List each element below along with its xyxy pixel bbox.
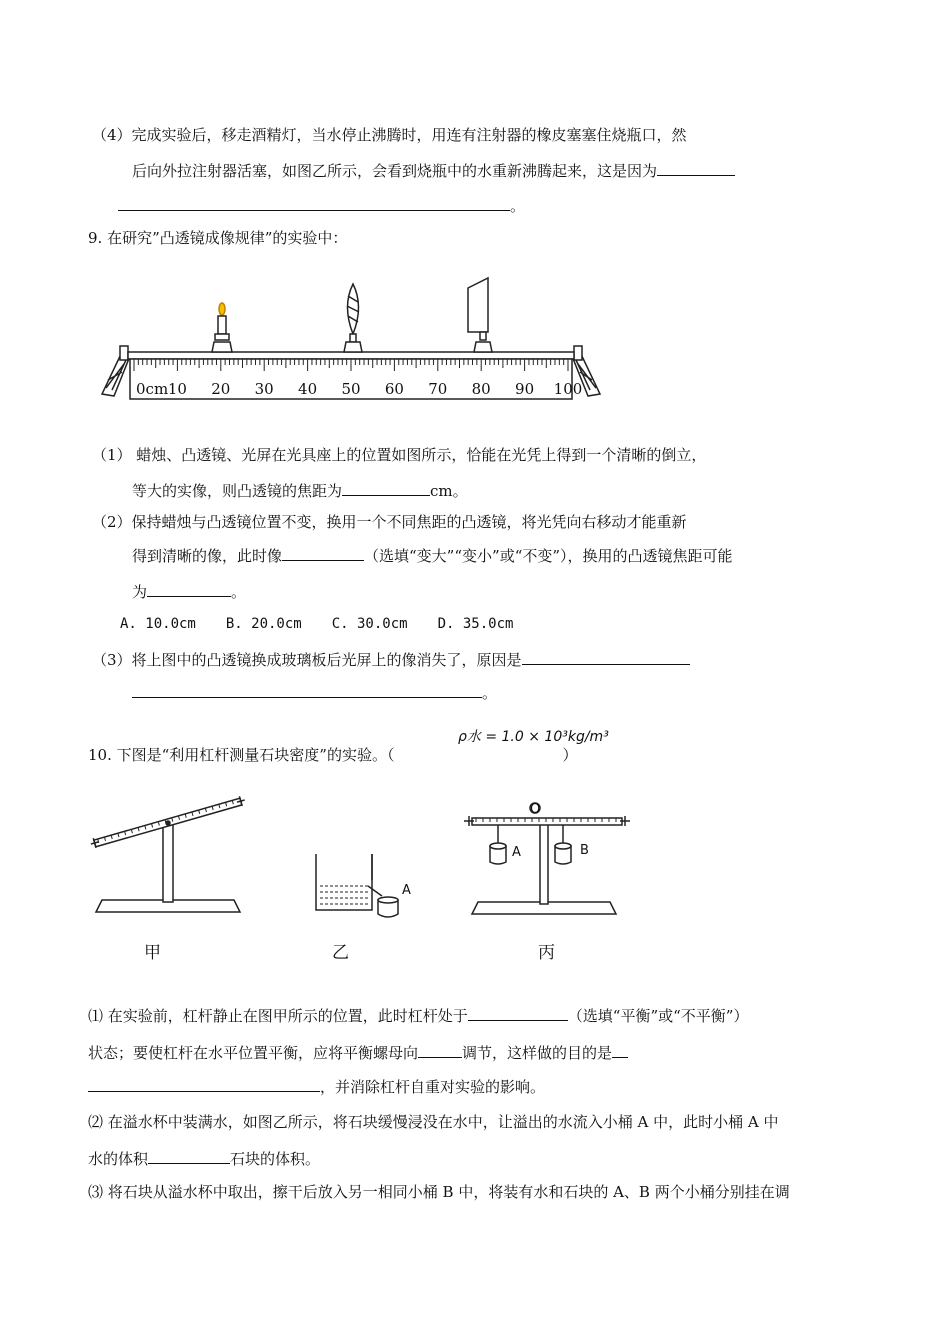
- left-leg: [102, 346, 130, 396]
- ruler-label: 0cm: [136, 380, 169, 398]
- light-screen: [468, 278, 492, 352]
- option-a[interactable]: A. 10.0cm: [120, 616, 196, 632]
- answer-blank[interactable]: [118, 195, 510, 211]
- focal-choice-blank[interactable]: [147, 581, 231, 597]
- ruler-label: 80: [471, 380, 491, 398]
- q8-p4-line1: （4）完成实验后，移走酒精灯，当水停止沸腾时，用连有注射器的橡皮塞塞住烧瓶口，然: [92, 126, 687, 144]
- caption-yi: 乙: [332, 943, 349, 963]
- ruler-label: 60: [384, 380, 404, 398]
- ruler-label: 10: [167, 380, 187, 398]
- image-size-blank[interactable]: [282, 545, 364, 561]
- label-o: O: [530, 802, 541, 817]
- q10-title: 10. 下图是“利用杠杆测量石块密度”的实验。（ ）: [88, 746, 578, 764]
- answer-blank[interactable]: [132, 682, 482, 698]
- ruler-label: 90: [515, 380, 535, 398]
- candle: [212, 303, 232, 352]
- label-a-yi: A: [402, 883, 411, 898]
- density-formula: ρ水 = 1.0 × 10³kg/m³: [458, 729, 609, 745]
- q10-p1-line2: 状态；要使杠杆在水平位置平衡，应将平衡螺母向 调节，这样做的目的是: [88, 1042, 628, 1063]
- q8-p4-line3: 。: [118, 195, 525, 216]
- q9-p1-line2: 等大的实像，则凸透镜的焦距为 cm。: [132, 482, 468, 500]
- bench-rail: [128, 352, 574, 359]
- q9-title: 9. 在研究”凸透镜成像规律”的实验中：: [88, 229, 348, 247]
- q9-p2-line1: （2）保持蜡烛与凸透镜位置不变，换用一个不同焦距的凸透镜，将光凭向右移动才能重新: [92, 513, 687, 531]
- figure-bing: [464, 803, 630, 914]
- lever-figures: [80, 790, 640, 930]
- volume-compare-blank[interactable]: [148, 1148, 230, 1164]
- q10-p2-line2: 水的体积 石块的体积。: [88, 1150, 321, 1168]
- ruler-label: 70: [428, 380, 448, 398]
- label-b-bing: B: [580, 843, 589, 858]
- option-b[interactable]: B. 20.0cm: [225, 616, 302, 632]
- q10-p1-line3: ，并消除杠杆自重对实验的影响。: [88, 1076, 545, 1097]
- q10-p2-line1: ⑵ 在溢水杯中装满水，如图乙所示，将石块缓慢浸没在水中，让溢出的水流入小桶 A 中，此时小桶 A 中: [88, 1113, 779, 1131]
- q10-p3-line1: ⑶ 将石块从溢水杯中取出，擦干后放入另一相同小桶 B 中，将装有水和石块的 A、B 两个小桶分别挂在调: [88, 1183, 790, 1201]
- caption-bing: 丙: [538, 943, 555, 963]
- answer-blank[interactable]: [657, 160, 735, 176]
- figure-yi: [316, 854, 398, 917]
- q9-p1-line1: （1） 蜡烛、凸透镜、光屏在光具座上的位置如图所示，恰能在光凭上得到一个清晰的倒立，: [92, 446, 707, 464]
- ruler-label: 50: [341, 380, 361, 398]
- option-d[interactable]: D. 35.0cm: [437, 616, 514, 632]
- q10-p1-line1: ⑴ 在实验前，杠杆静止在图甲所示的位置，此时杠杆处于 （选填“平衡”或“不平衡”）: [88, 1007, 749, 1025]
- ruler-label: 30: [254, 380, 274, 398]
- q9-p3-line1: （3）将上图中的凸透镜换成玻璃板后光屏上的像消失了，原因是: [92, 649, 690, 670]
- ruler-label: 40: [298, 380, 318, 398]
- ruler-label: 20: [211, 380, 231, 398]
- purpose-blank[interactable]: [88, 1076, 320, 1092]
- answer-blank[interactable]: [522, 649, 690, 665]
- q9-p3-line2: 。: [132, 682, 497, 703]
- q8-p4-line2: 后向外拉注射器活塞，如图乙所示，会看到烧瓶中的水重新沸腾起来，这是因为: [132, 160, 735, 181]
- nut-direction-blank[interactable]: [418, 1042, 462, 1058]
- option-c[interactable]: C. 30.0cm: [331, 616, 408, 632]
- optical-bench-figure: [96, 276, 612, 406]
- caption-jia: 甲: [144, 943, 161, 963]
- q9-options: [120, 614, 513, 634]
- focal-length-blank[interactable]: [342, 480, 430, 496]
- answer-blank[interactable]: [612, 1042, 628, 1058]
- figure-jia: [89, 795, 246, 912]
- q9-p2-line3: 为 。: [132, 583, 247, 601]
- convex-lens: [344, 284, 362, 352]
- ruler-label: 100: [553, 380, 583, 398]
- balance-state-blank[interactable]: [468, 1005, 568, 1021]
- label-a-bing: A: [512, 845, 521, 860]
- q9-p2-line2: 得到清晰的像，此时像 （选填“变大”“变小”或“不变”），换用的凸透镜焦距可能: [132, 547, 733, 565]
